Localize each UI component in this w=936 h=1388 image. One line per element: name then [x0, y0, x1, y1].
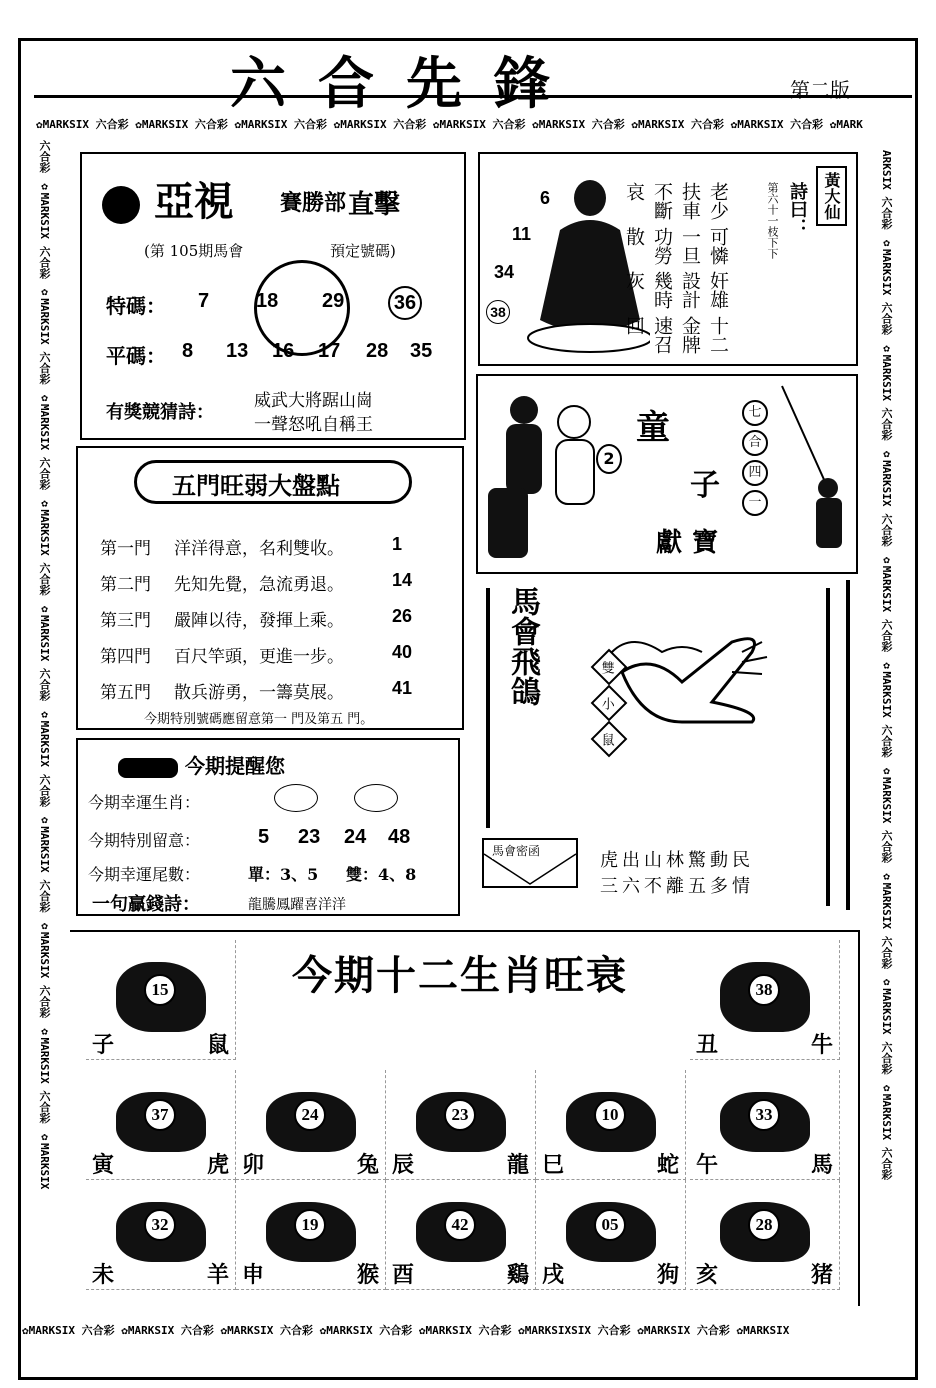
zodiac-cell: [536, 1070, 686, 1180]
winning-poem-label: 一句贏錢詩：: [92, 894, 200, 915]
pigeon-tag-frame-1: [591, 649, 628, 686]
bottom-marksix-strip: ✿MARKSIX 六合彩 ✿MARKSIX 六合彩 ✿MARKSIX 六合彩 ✿MARKSIX 六合彩 ✿MARKSIX 六合彩 ✿MARKSIXSIX 六合彩 ✿MARKSIX 六合彩 ✿MARKSIX: [22, 1324, 790, 1337]
zodiac-branch: 卯: [242, 1152, 265, 1178]
huang-poem-label: 詩曰：: [787, 182, 808, 236]
zodiac-animal-name: 龍: [506, 1152, 529, 1178]
lantern-4: 一: [742, 490, 768, 516]
zodiac-cell: [86, 940, 236, 1060]
watch-num-3: 24: [344, 826, 367, 848]
zodiac-cell: [536, 1180, 686, 1290]
special-num-2: 18: [256, 290, 279, 312]
zodiac-branch: 未: [92, 1262, 115, 1288]
right-marksix-strip: ARKSIX 六合彩 ✿MARKSIX 六合彩 ✿MARKSIX 六合彩 ✿MARKSIX 六合彩 ✿MARKSIX 六合彩 ✿MARKSIX 六合彩 ✿MARKSIX 六合彩 ✿MARKSIX 六合彩 ✿MARKSIX 六合彩 ✿MARKSIX 六合彩: [880, 150, 893, 1180]
zodiac-branch: 申: [242, 1262, 265, 1288]
flat-num-6: 35: [410, 340, 433, 362]
gate-label: 第五門: [100, 683, 151, 703]
zodiac-number: 15: [144, 974, 176, 1006]
gate-num: 40: [392, 642, 413, 662]
huang-line-3: 可憐一旦功勞散: [623, 226, 729, 265]
five-gates-box: [76, 446, 464, 730]
special-label: 特碼：: [106, 294, 166, 318]
pigeon-tag-1: 雙: [602, 661, 616, 677]
zodiac-number: 23: [444, 1099, 476, 1131]
lantern-column: [742, 400, 768, 516]
atv-logo: 亞視: [102, 170, 234, 227]
gate-label: 第一門: [100, 539, 151, 559]
pigeon-tag-2: 小: [602, 697, 616, 713]
gate-text: 嚴陣以待，發揮上乘。: [174, 611, 344, 631]
zodiac-number: 32: [144, 1209, 176, 1241]
pigeon-tag-frame-3: [591, 721, 628, 758]
children-title-2: 子: [690, 468, 720, 503]
poem-line-2: 一聲怒吼自稱王: [254, 415, 373, 435]
pigeon-tag-frame-2: [591, 685, 628, 722]
poem-line-1: 威武大將踞山崗: [254, 391, 373, 411]
atv-subtitle-end: 預定號碼): [330, 242, 396, 260]
children-ball: 2: [596, 444, 622, 474]
flat-num-4: 17: [318, 340, 341, 362]
special-watch-label: 今期特別留意：: [88, 831, 201, 850]
page-title: 六合先鋒: [230, 51, 582, 117]
atv-club: 賽勝部: [280, 190, 347, 216]
gate-num: 41: [392, 678, 413, 698]
zodiac-cell: [386, 1070, 536, 1180]
zodiac-title-wrap: [270, 944, 650, 1024]
zodiac-number: 24: [294, 1099, 326, 1131]
zodiac-number: 37: [144, 1099, 176, 1131]
flat-num-2: 13: [226, 340, 249, 362]
horse-badge-icon: [354, 784, 398, 812]
zodiac-animal-name: 兔: [356, 1152, 379, 1178]
huang-line-4: 老少扶車不斷哀: [623, 182, 729, 220]
zodiac-cell: [690, 1070, 840, 1180]
winning-poem: 龍騰鳳躍喜洋洋: [248, 897, 346, 913]
zodiac-cell: [386, 1180, 536, 1290]
pigeon-right-rule: [826, 588, 830, 906]
zodiac-animal-name: 牛: [810, 1032, 833, 1058]
zodiac-animal-name: 蛇: [656, 1152, 679, 1178]
reminder-logo-icon: [118, 758, 178, 778]
gate-label: 第四門: [100, 647, 151, 667]
zodiac-branch: 戌: [542, 1262, 565, 1288]
lucky-zodiac-label: 今期幸運生肖：: [88, 793, 201, 812]
zodiac-cell: [86, 1180, 236, 1290]
children-title-1: 童: [636, 408, 670, 448]
zodiac-animal-name: 鼠: [206, 1032, 229, 1058]
flat-num-5: 28: [366, 340, 389, 362]
tail-odd: 單：3、5: [248, 865, 319, 884]
five-gates-note: 今期特別號碼應留意第一 門及第五 門。: [144, 712, 374, 727]
zodiac-number: 19: [294, 1209, 326, 1241]
children-figures-icon: [484, 388, 614, 568]
poem-label: 有獎競猜詩：: [106, 402, 214, 423]
tail-label: 今期幸運尾數：: [88, 865, 201, 884]
child-fishing-icon: [778, 384, 858, 574]
children-title-3: 獻寶: [656, 528, 729, 558]
tail-even: 雙：4、8: [346, 865, 417, 884]
zodiac-cell: [690, 940, 840, 1060]
zodiac-animal-name: 狗: [656, 1262, 679, 1288]
watch-num-1: 5: [258, 826, 270, 848]
pigeon-left-rule: [486, 588, 490, 828]
letter-line-1: 虎出山林驚動民: [600, 850, 754, 871]
zodiac-number: 05: [594, 1209, 626, 1241]
zodiac-number: 10: [594, 1099, 626, 1131]
atv-subtitle: (第 105期馬會: [144, 242, 244, 260]
zodiac-cell: [236, 1070, 386, 1180]
gate-num: 1: [392, 534, 403, 554]
zodiac-animal-name: 馬: [810, 1152, 833, 1178]
zodiac-cell: [690, 1180, 840, 1290]
envelope-icon: [482, 838, 578, 888]
zodiac-branch: 子: [92, 1032, 115, 1058]
zodiac-animal-name: 虎: [206, 1152, 229, 1178]
zodiac-branch: 酉: [392, 1262, 415, 1288]
pigeon-tags: [596, 654, 622, 752]
huang-num-4: 38: [486, 300, 510, 324]
gate-text: 洋洋得意，名利雙收。: [174, 539, 344, 559]
watch-num-4: 48: [388, 826, 411, 848]
top-marksix-strip: ✿MARKSIX 六合彩 ✿MARKSIX 六合彩 ✿MARKSIX 六合彩 ✿MARKSIX 六合彩 ✿MARKSIX 六合彩 ✿MARKSIX 六合彩 ✿MARKSIX 六合彩 ✿MARKSIX 六合彩 ✿MARK: [36, 118, 863, 131]
gate-text: 百尺竿頭，更進一步。: [174, 647, 344, 667]
gate-text: 先知先覺，急流勇退。: [174, 575, 344, 595]
lantern-3: 四: [742, 460, 768, 486]
zodiac-animal-name: 猴: [356, 1262, 379, 1288]
lantern-1: 七: [742, 400, 768, 426]
zodiac-branch: 巳: [542, 1152, 565, 1178]
lantern-2: 合: [742, 430, 768, 456]
zodiac-animal-name: 猪: [810, 1262, 833, 1288]
children-box: [476, 374, 858, 574]
zodiac-cell: [86, 1070, 236, 1180]
huang-line-2: 奸雄設計幾時灰: [623, 271, 729, 309]
reminder-box: [76, 738, 460, 916]
reminder-title: 今期提醒您: [118, 750, 285, 779]
zodiac-branch: 辰: [392, 1152, 415, 1178]
zodiac-branch: 寅: [92, 1152, 115, 1178]
atv-direct: 直擊: [348, 190, 401, 220]
tiger-badge-icon: [274, 784, 318, 812]
gate-label: 第三門: [100, 611, 151, 631]
huang-num-3: 34: [494, 262, 515, 282]
letter-line-2: 三六不離五多情: [600, 876, 754, 897]
flat-num-1: 8: [182, 340, 194, 362]
special-num-3: 29: [322, 290, 345, 312]
zodiac-animal-name: 羊: [206, 1262, 229, 1288]
edition-label: 第二版: [790, 78, 850, 102]
gate-num: 14: [392, 570, 413, 590]
zodiac-number: 42: [444, 1209, 476, 1241]
zodiac-branch: 亥: [696, 1262, 719, 1288]
atv-box: [80, 152, 466, 440]
zodiac-title: 今期十二生肖旺衰: [292, 952, 628, 999]
gate-label: 第二門: [100, 575, 151, 595]
left-marksix-strip: 六合彩 ✿MARKSIX 六合彩 ✿MARKSIX 六合彩 ✿MARKSIX 六合彩 ✿MARKSIX 六合彩 ✿MARKSIX 六合彩 ✿MARKSIX 六合彩 ✿MARKSIX 六合彩 ✿MARKSIX 六合彩 ✿MARKSIX 六合彩 ✿MARKSIX: [38, 140, 51, 1190]
pigeon-right-rule-2: [846, 580, 850, 910]
five-gates-title: 五門旺弱大盤點: [172, 471, 340, 500]
special-num-1: 7: [198, 290, 210, 312]
zodiac-branch: 午: [696, 1152, 719, 1178]
flat-label: 平碼：: [106, 344, 166, 368]
special-num-4: 36: [388, 286, 422, 320]
huang-poem: [620, 182, 732, 358]
atv-logo-icon: [102, 186, 140, 224]
huang-name: 黃大仙: [816, 166, 847, 226]
huang-line-1: 十二金牌速召回: [623, 315, 729, 354]
letter-label: 馬會密函: [492, 844, 541, 858]
gate-num: 26: [392, 606, 413, 626]
zodiac-branch: 丑: [696, 1032, 719, 1058]
huang-sign: 第六十一枝下下: [766, 182, 779, 259]
zodiac-number: 28: [748, 1209, 780, 1241]
huang-num-2: 11: [512, 224, 532, 244]
zodiac-cell: [236, 1180, 386, 1290]
zodiac-number: 33: [748, 1099, 780, 1131]
gate-text: 散兵游勇，一籌莫展。: [174, 683, 344, 703]
watch-num-2: 23: [298, 826, 321, 848]
zodiac-animal-name: 鷄: [506, 1262, 529, 1288]
zodiac-number: 38: [748, 974, 780, 1006]
huang-box: [478, 152, 858, 366]
pigeon-title: 馬會飛鴿: [505, 586, 540, 706]
flat-num-3: 16: [272, 340, 295, 362]
huang-num-1: 6: [540, 188, 551, 208]
pigeon-tag-3: 鼠: [602, 733, 616, 749]
